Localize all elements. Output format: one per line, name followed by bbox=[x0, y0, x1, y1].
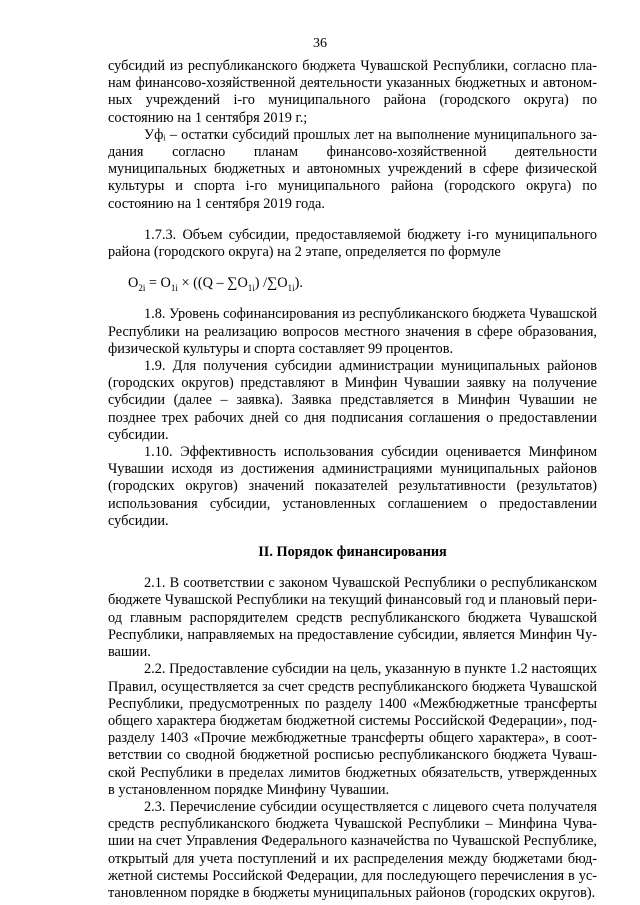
paragraph-1-9: 1.9. Для получения субсидии администрации муниципальных районов (городских округов) представляют в Минфин Чувашии заявку на получение субсидии (далее – заявка). Заявка представляется в Минфин Чувашии не позднее трех рабочих дней со дня подписания соглашения о предоставлении субсидии. bbox=[108, 358, 597, 443]
paragraph-continuation: субсидий из республиканского бюджета Чувашской Республики, согласно планам финансово-хозяйственной деятельности указанных бюджетных и автономных учреждений i-го муниципального района (городского округа) по состоянию на 1 сентября 2019 г.; bbox=[108, 58, 597, 126]
paragraph-uf-definition: Уфᵢ – остатки субсидий прошлых лет на выполнение муниципального задания согласно планам финансово-хозяйственной деятельности муниципальных бюджетных и автономных учреждений в сфере физической культуры и спорта i-го муниципального района (городского округа) по состоянию на 1 сентября 2019 года. bbox=[108, 126, 597, 212]
formula-end: ). bbox=[294, 275, 303, 292]
formula-mid: × ((Q – ∑О bbox=[177, 275, 248, 292]
formula-lhs: О bbox=[128, 275, 139, 292]
spacer bbox=[108, 530, 597, 544]
paragraph-1-10: 1.10. Эффективность использования субсидии оценивается Минфином Чувашии исходя из достижения администрациями муниципальных районов (городских округов) значений показателей результативности (результатов) использования субсидии, установленных соглашением о предоставлении субсидии. bbox=[108, 444, 597, 529]
paragraph-1-8: 1.8. Уровень софинансирования из республиканского бюджета Чувашской Республики на реализацию вопросов местного значения в сфере образования, физической культуры и спорта составляет 99 процентов. bbox=[108, 306, 597, 357]
formula-sum2-subscript: 1i bbox=[287, 283, 295, 294]
page-number: 36 bbox=[313, 36, 327, 51]
paragraph-1-7-3: 1.7.3. Объем субсидии, предоставляемой бюджету i-го муниципального района (городского округа) на 2 этапе, определяется по формуле bbox=[108, 226, 597, 261]
paragraph-2-2: 2.2. Предоставление субсидии на цель, указанную в пункте 1.2 настоящих Правил, осуществляется за счет средств республиканского бюджета Чувашской Республики, предусмотренных по разделу 1400 «Межбюджетные трансферты общего характера бюджетам бюджетной системы Российской Федерации», подразделу 1403 «Прочие межбюджетные трансферты общего характера», в соответствии со сводной бюджетной росписью республиканского бюджета Чувашской Республики в пределах лимитов бюджетных обязательств, утвержденных в установленном порядке Минфину Чувашии. bbox=[108, 661, 597, 798]
paragraph-2-1: 2.1. В соответствии с законом Чувашской Республики о республиканском бюджете Чувашской Республики на текущий финансовый год и плановый период главным распорядителем средств республиканского бюджета Чувашской Республики, направляемых на предоставление субсидии, является Минфин Чувашии. bbox=[108, 575, 597, 661]
formula-eq: = О bbox=[145, 275, 171, 292]
formula-sum1-subscript: 1i bbox=[247, 283, 255, 294]
formula bbox=[108, 275, 597, 292]
paragraph-2-3: 2.3. Перечисление субсидии осуществляется с лицевого счета получателя средств республиканского бюджета Чувашской Республики – Минфина Чувашии на счет Управления Федерального казначейства по Чувашской Республике, открытый для учета поступлений и их распределения между бюджетами бюджетной системы Российской Федерации, для последующего перечисления в установленном порядке в бюджеты муниципальных районов (городских округов). bbox=[108, 798, 597, 901]
page-body bbox=[108, 58, 597, 902]
spacer bbox=[108, 261, 597, 275]
formula-o1-subscript: 1i bbox=[170, 283, 178, 294]
formula-close: ) /∑О bbox=[254, 275, 288, 292]
spacer bbox=[108, 213, 597, 227]
formula-lhs-subscript: 2i bbox=[138, 283, 146, 294]
spacer bbox=[108, 292, 597, 306]
section-heading: II. Порядок финансирования bbox=[258, 544, 447, 561]
spacer bbox=[108, 561, 597, 575]
